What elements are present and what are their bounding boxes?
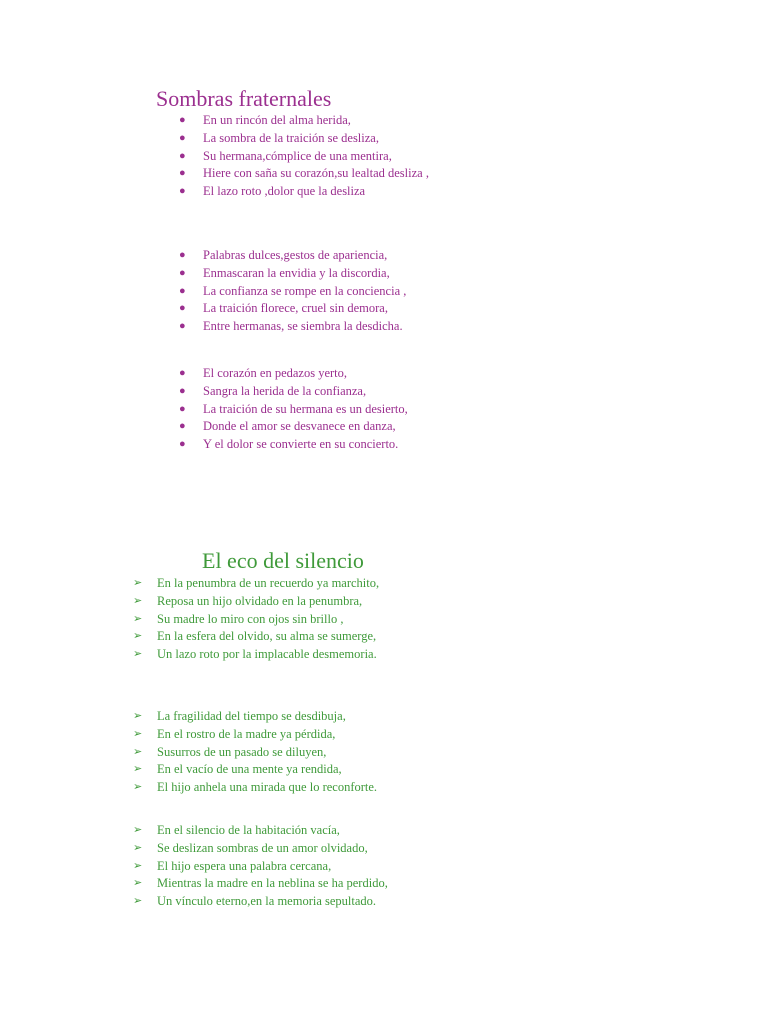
poem-line-text: En el silencio de la habitación vacía, xyxy=(157,823,340,837)
round-bullet-icon: ● xyxy=(179,284,186,297)
poem-line-text: Susurros de un pasado se diluyen, xyxy=(157,744,327,759)
arrow-bullet-icon: ➢ xyxy=(133,745,143,758)
poem-line-text: En el rostro de la madre ya pérdida, xyxy=(157,726,336,741)
poem-line-text: Su hermana,cómplice de una mentira, xyxy=(203,148,392,163)
poem-line-text: Sangra la herida de la confianza, xyxy=(203,383,367,398)
poem-line-text: El hijo anhela una mirada que lo reconforte. xyxy=(157,780,378,795)
round-bullet-icon: ● xyxy=(179,114,186,126)
poem-line-text: La confianza se rompe en la conciencia , xyxy=(203,283,407,298)
round-bullet-icon: ● xyxy=(179,402,186,415)
round-bullet-icon: ● xyxy=(179,149,186,162)
poem-line-text: En el vacío de una mente ya rendida, xyxy=(157,762,342,777)
round-bullet-icon: ● xyxy=(179,167,186,180)
arrow-bullet-icon: ➢ xyxy=(133,781,143,794)
arrow-bullet-icon: ➢ xyxy=(133,877,143,890)
arrow-bullet-icon: ➢ xyxy=(133,630,143,643)
poem-line-text: Enmascaran la envidia y la discordia, xyxy=(203,265,390,280)
poem-line-text: Palabras dulces,gestos de apariencia, xyxy=(203,248,388,262)
poem-line-text: Reposa un hijo olvidado en la penumbra, xyxy=(157,593,363,608)
poem-line-text: La traición de su hermana es un desierto, xyxy=(203,401,408,416)
poem-line-text: Donde el amor se desvanece en danza, xyxy=(203,419,396,434)
round-bullet-icon: ● xyxy=(179,302,186,315)
poem-line-text: El corazón en pedazos yerto, xyxy=(203,366,348,380)
round-bullet-icon: ● xyxy=(179,266,186,279)
poem-line-text: Se deslizan sombras de un amor olvidado, xyxy=(157,840,368,855)
arrow-bullet-icon: ➢ xyxy=(133,859,143,872)
arrow-bullet-icon: ➢ xyxy=(133,577,143,589)
arrow-bullet-icon: ➢ xyxy=(133,727,143,740)
poem-line-text: La sombra de la traición se desliza, xyxy=(203,130,379,145)
poem-line-text: La traición florece, cruel sin demora, xyxy=(203,301,388,316)
round-bullet-icon: ● xyxy=(179,249,186,261)
arrow-bullet-icon: ➢ xyxy=(133,710,143,722)
arrow-bullet-icon: ➢ xyxy=(133,594,143,607)
poem-line-text: En un rincón del alma herida, xyxy=(203,113,351,127)
round-bullet-icon: ● xyxy=(179,420,186,433)
poem-line-text: Entre hermanas, se siembra la desdicha. xyxy=(203,319,403,334)
poem-line-text: En la esfera del olvido, su alma se sumerge, xyxy=(157,629,377,644)
round-bullet-icon: ● xyxy=(179,131,186,144)
arrow-bullet-icon: ➢ xyxy=(133,648,143,661)
round-bullet-icon: ● xyxy=(179,185,186,198)
arrow-bullet-icon: ➢ xyxy=(133,841,143,854)
poem-line-text: El lazo roto ,dolor que la desliza xyxy=(203,184,366,199)
arrow-bullet-icon: ➢ xyxy=(133,612,143,625)
poem-line-text: Un lazo roto por la implacable desmemoria. xyxy=(157,647,377,662)
poem-line-text: La fragilidad del tiempo se desdibuja, xyxy=(157,709,346,723)
round-bullet-icon: ● xyxy=(179,438,186,451)
poem-line-text: El hijo espera una palabra cercana, xyxy=(157,858,332,873)
arrow-bullet-icon: ➢ xyxy=(133,895,143,908)
poem-title-sombras-fraternales: Sombras fraternales xyxy=(156,86,332,111)
poem-line-text: En la penumbra de un recuerdo ya marchito, xyxy=(157,576,380,590)
poem-line-text: Su madre lo miro con ojos sin brillo , xyxy=(157,611,344,626)
poem-line-text: Y el dolor se convierte en su concierto. xyxy=(203,437,399,452)
arrow-bullet-icon: ➢ xyxy=(133,763,143,776)
round-bullet-icon: ● xyxy=(179,320,186,333)
poem-title-el-eco-del-silencio: El eco del silencio xyxy=(202,548,364,573)
poem-line-text: Mientras la madre en la neblina se ha perdido, xyxy=(157,876,388,891)
poem-line-text: Un vínculo eterno,en la memoria sepultado. xyxy=(157,894,377,909)
arrow-bullet-icon: ➢ xyxy=(133,824,143,836)
round-bullet-icon: ● xyxy=(179,367,186,379)
poem-line-text: Hiere con saña su corazón,su lealtad desliza , xyxy=(203,166,429,181)
round-bullet-icon: ● xyxy=(179,384,186,397)
